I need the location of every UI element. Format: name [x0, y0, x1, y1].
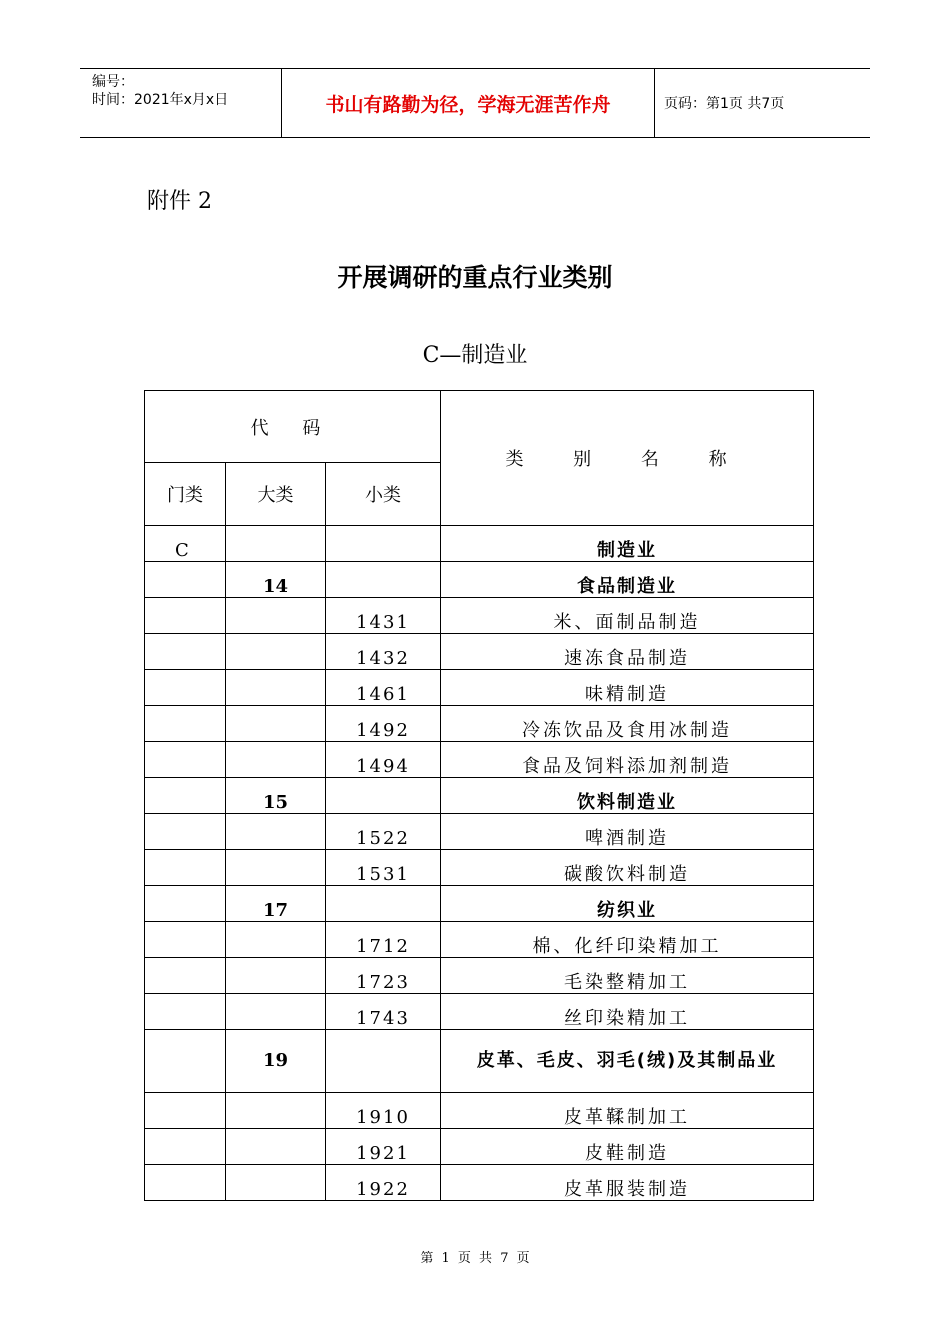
cell-men: [145, 958, 226, 994]
cell-xiao: [326, 562, 441, 598]
table-row: [145, 634, 814, 670]
table-row: [145, 958, 814, 994]
cell-xiao: 1492: [326, 706, 441, 742]
cell-men: [145, 562, 226, 598]
cell-name: 皮革服装制造: [441, 1165, 814, 1201]
table-row: [145, 742, 814, 778]
cell-name: 味精制造: [441, 670, 814, 706]
document-title: 开展调研的重点行业类别: [337, 263, 613, 292]
cell-name: 米、面制品制造: [441, 598, 814, 634]
cell-xiao: [326, 526, 441, 562]
cell-men: [145, 598, 226, 634]
cell-men: [145, 778, 226, 814]
time-label: 时间：2021年x月x日: [92, 92, 229, 108]
cell-xiao: 1432: [326, 634, 441, 670]
cell-xiao: 1494: [326, 742, 441, 778]
cell-name: 纺织业: [441, 886, 814, 922]
col-men-header: 门类: [145, 463, 226, 526]
cell-xiao: [326, 778, 441, 814]
cell-da: [226, 1129, 326, 1165]
cell-da: [226, 670, 326, 706]
industry-table: [144, 390, 813, 1201]
code-header: 代 码: [145, 391, 441, 463]
cell-xiao: 1743: [326, 994, 441, 1030]
table-row: [145, 1129, 814, 1165]
cell-da: [226, 598, 326, 634]
cell-men: [145, 1030, 226, 1093]
cell-name: 丝印染精加工: [441, 994, 814, 1030]
page-footer: 第 1 页 共 7 页: [420, 1251, 530, 1266]
table-row: [145, 598, 814, 634]
cell-da: [226, 706, 326, 742]
cell-name: 棉、化纤印染精加工: [441, 922, 814, 958]
cell-men: [145, 922, 226, 958]
header-page-info: 页码：第1页 共7页: [664, 96, 785, 112]
cell-men: C: [145, 526, 226, 562]
table-row: [145, 814, 814, 850]
table-row: [145, 778, 814, 814]
cell-name: 皮革、毛皮、羽毛(绒)及其制品业: [441, 1030, 814, 1093]
number-label: 编号：: [92, 74, 134, 90]
header-meta: [80, 69, 282, 137]
cell-men: [145, 634, 226, 670]
cell-name: 啤酒制造: [441, 814, 814, 850]
header-motto: 书山有路勤为径，学海无涯苦作舟: [282, 69, 655, 137]
cell-da: [226, 958, 326, 994]
cell-da: [226, 994, 326, 1030]
table-row: [145, 1093, 814, 1129]
cell-da: 17: [226, 886, 326, 922]
table-row: [145, 922, 814, 958]
cell-men: [145, 1129, 226, 1165]
table-row: [145, 994, 814, 1030]
cell-men: [145, 706, 226, 742]
table-row: [145, 1030, 814, 1093]
table-row: [145, 706, 814, 742]
document-subtitle: C—制造业: [422, 343, 528, 368]
cell-xiao: 1922: [326, 1165, 441, 1201]
cell-name: 毛染整精加工: [441, 958, 814, 994]
table-row: [145, 886, 814, 922]
cell-xiao: 1522: [326, 814, 441, 850]
attachment-label: 附件 2: [147, 189, 212, 214]
cell-name: 冷冻饮品及食用冰制造: [441, 706, 814, 742]
cell-name: 皮革鞣制加工: [441, 1093, 814, 1129]
cell-da: [226, 742, 326, 778]
cell-men: [145, 886, 226, 922]
cell-da: 14: [226, 562, 326, 598]
table-row: [145, 562, 814, 598]
col-da-header: 大类: [226, 463, 326, 526]
table-row: [145, 526, 814, 562]
cell-xiao: [326, 1030, 441, 1093]
page-header: [80, 68, 870, 138]
cell-name: 碳酸饮料制造: [441, 850, 814, 886]
cell-men: [145, 670, 226, 706]
cell-xiao: [326, 886, 441, 922]
cell-xiao: 1531: [326, 850, 441, 886]
cell-name: 制造业: [441, 526, 814, 562]
cell-da: [226, 814, 326, 850]
cell-men: [145, 1093, 226, 1129]
cell-da: [226, 526, 326, 562]
cell-men: [145, 814, 226, 850]
cell-da: 15: [226, 778, 326, 814]
cell-name: 皮鞋制造: [441, 1129, 814, 1165]
cell-da: 19: [226, 1030, 326, 1093]
cell-xiao: 1723: [326, 958, 441, 994]
table-row: [145, 850, 814, 886]
table-header-row: [145, 391, 814, 463]
col-xiao-header: 小类: [326, 463, 441, 526]
cell-da: [226, 1165, 326, 1201]
name-header: 类 别 名 称: [441, 391, 814, 526]
cell-name: 食品制造业: [441, 562, 814, 598]
cell-xiao: 1921: [326, 1129, 441, 1165]
cell-men: [145, 742, 226, 778]
cell-name: 速冻食品制造: [441, 634, 814, 670]
cell-men: [145, 850, 226, 886]
table-row: [145, 1165, 814, 1201]
cell-name: 食品及饲料添加剂制造: [441, 742, 814, 778]
cell-da: [226, 850, 326, 886]
cell-xiao: 1910: [326, 1093, 441, 1129]
cell-da: [226, 1093, 326, 1129]
cell-xiao: 1461: [326, 670, 441, 706]
cell-xiao: 1712: [326, 922, 441, 958]
cell-da: [226, 634, 326, 670]
cell-name: 饮料制造业: [441, 778, 814, 814]
cell-men: [145, 1165, 226, 1201]
cell-xiao: 1431: [326, 598, 441, 634]
cell-da: [226, 922, 326, 958]
table-row: [145, 670, 814, 706]
cell-men: [145, 994, 226, 1030]
